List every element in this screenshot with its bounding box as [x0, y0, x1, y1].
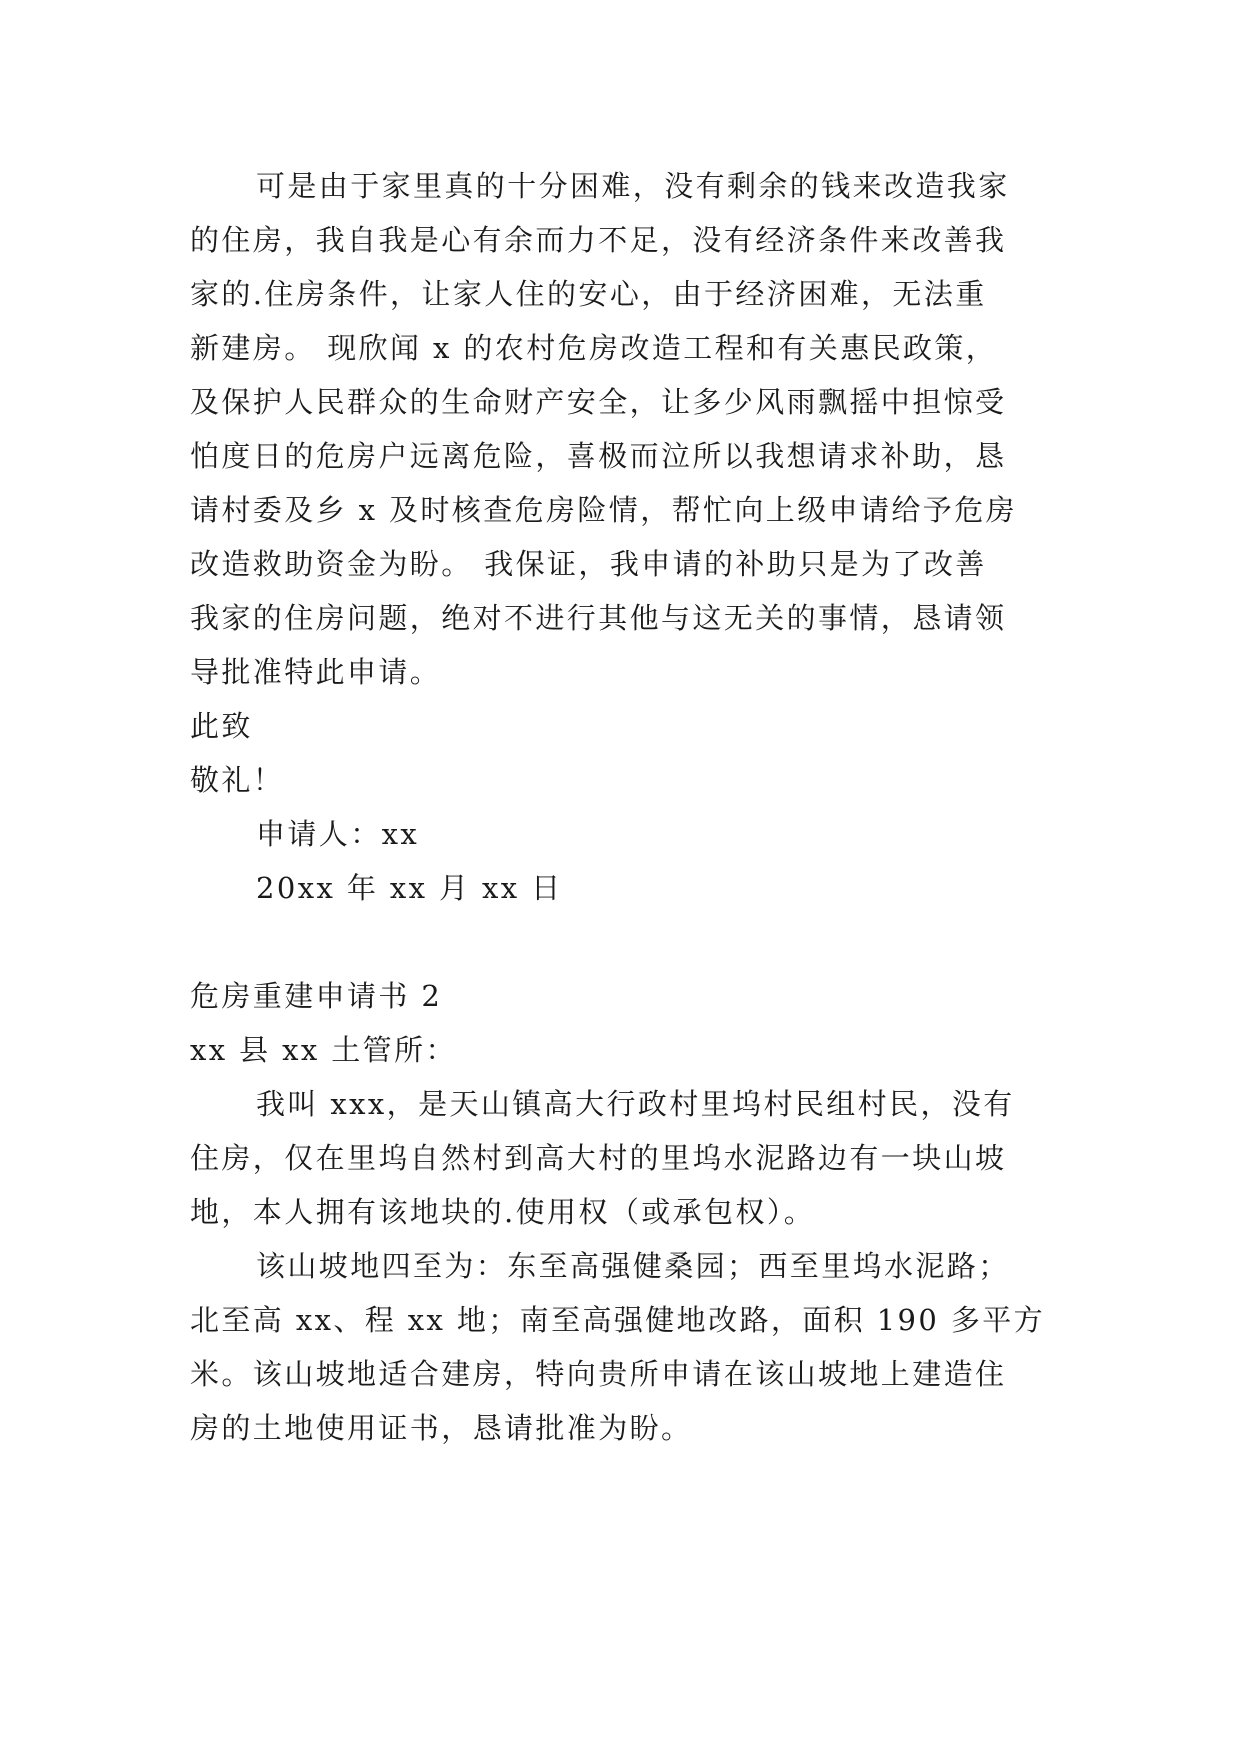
paragraph-line: 改造救助资金为盼。 我保证，我申请的补助只是为了改善 — [190, 547, 987, 581]
application-date: 20xx 年 xx 月 xx 日 — [256, 871, 563, 905]
paragraph-line: 的住房，我自我是心有余而力不足，没有经济条件来改善我 — [190, 223, 1007, 257]
document-title: 危房重建申请书 2 — [190, 979, 443, 1013]
paragraph-line: 我家的住房问题，绝对不进行其他与这无关的事情，恳请领 — [190, 601, 1007, 635]
paragraph-line: 怕度日的危房户远离危险，喜极而泣所以我想请求补助，恳 — [190, 439, 1007, 473]
paragraph-line: 地，本人拥有该地块的.使用权（或承包权）。 — [190, 1195, 816, 1229]
paragraph-line: 家的.住房条件，让家人住的安心，由于经济困难，无法重 — [190, 277, 987, 311]
paragraph-line: 我叫 xxx，是天山镇高大行政村里坞村民组村民，没有 — [256, 1087, 1015, 1121]
paragraph-line: 导批准特此申请。 — [190, 655, 442, 689]
paragraph-line: 及保护人民群众的生命财产安全，让多少风雨飘摇中担惊受 — [190, 385, 1007, 419]
paragraph-line: 房的土地使用证书，恳请批准为盼。 — [190, 1411, 693, 1445]
paragraph-line: 住房，仅在里坞自然村到高大村的里坞水泥路边有一块山坡 — [190, 1141, 1007, 1175]
paragraph-line: 可是由于家里真的十分困难，没有剩余的钱来改造我家 — [256, 169, 1010, 203]
paragraph-line: 请村委及乡 x 及时核查危房险情，帮忙向上级申请给予危房 — [190, 493, 1017, 527]
closing-salutation: 此致 — [190, 709, 253, 743]
applicant-signature: 申请人：xx — [256, 817, 420, 851]
recipient-line: xx 县 xx 土管所： — [190, 1033, 457, 1067]
paragraph-line: 该山坡地四至为：东至高强健桑园；西至里坞水泥路； — [256, 1249, 1010, 1283]
paragraph-line: 米。该山坡地适合建房，特向贵所申请在该山坡地上建造住 — [190, 1357, 1007, 1391]
paragraph-line: 新建房。 现欣闻 x 的农村危房改造工程和有关惠民政策， — [190, 331, 998, 365]
paragraph-line: 北至高 xx、程 xx 地；南至高强健地改路，面积 190 多平方 — [190, 1303, 1046, 1337]
closing-regards: 敬礼！ — [190, 763, 285, 797]
